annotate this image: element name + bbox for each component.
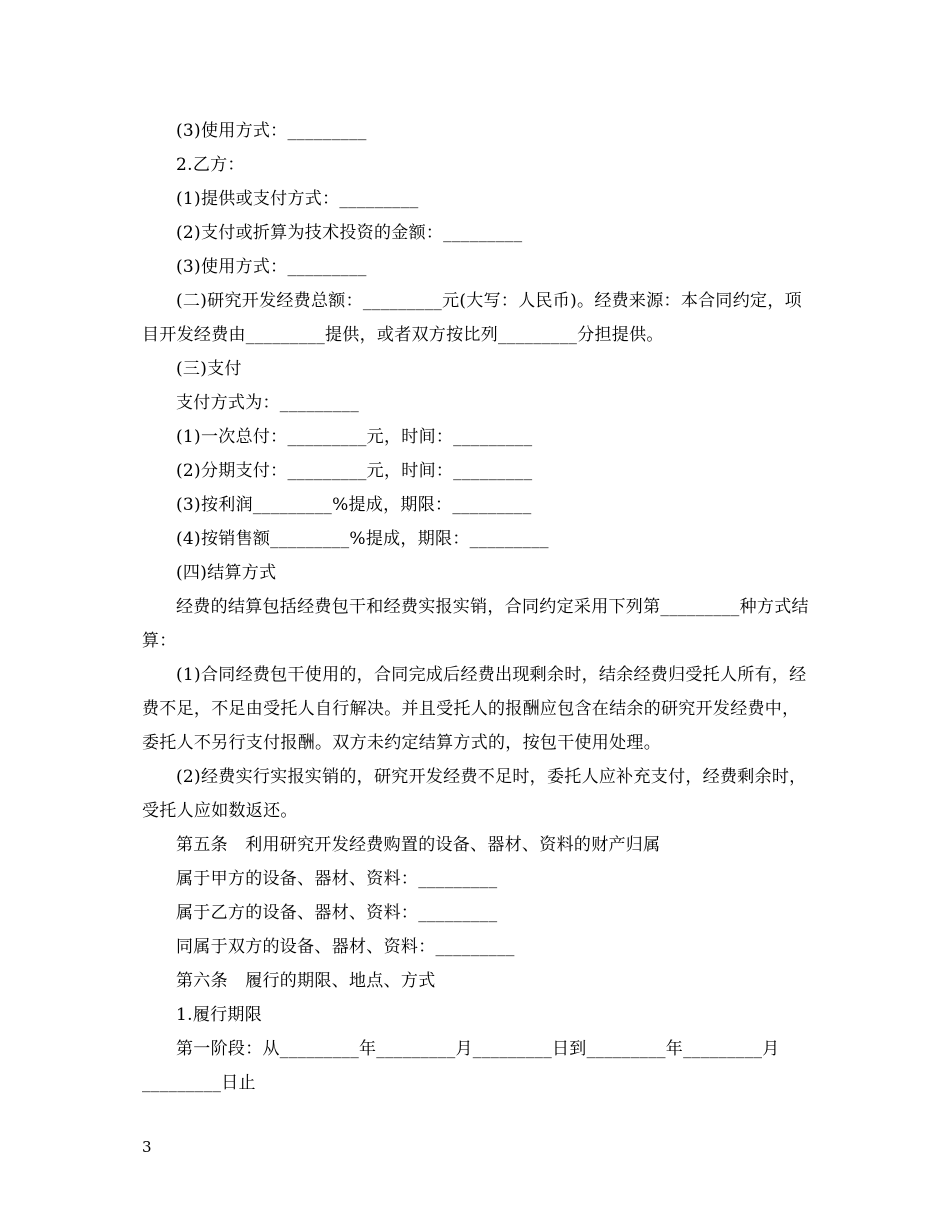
paragraph: 属于乙方的设备、器材、资料：_________ — [176, 903, 498, 923]
paragraph: (3)使用方式：_________ — [176, 257, 367, 277]
paragraph: (1)一次总付：_________元，时间：_________ — [176, 427, 533, 447]
paragraph: 1.履行期限 — [176, 1005, 263, 1025]
paragraph: 经费的结算包括经费包干和经费实报实销，合同约定采用下列第_________种方式结算： — [142, 597, 809, 651]
paragraph: 支付方式为：_________ — [176, 393, 359, 413]
paragraph: 2.乙方： — [176, 155, 245, 175]
paragraph: (2)支付或折算为技术投资的金额：_________ — [176, 223, 523, 243]
paragraph: (4)按销售额_________%提成，期限：_________ — [176, 529, 549, 549]
paragraph: (二)研究开发经费总额：_________元(大写：人民币)。经费来源：本合同约定，项目开发经费由_________提供，或者双方按比列_________分担提供。 — [142, 291, 802, 345]
section-heading: 第六条 履行的期限、地点、方式 — [176, 971, 436, 991]
paragraph: (3)按利润_________%提成，期限：_________ — [176, 495, 532, 515]
paragraph: (三)支付 — [176, 359, 242, 379]
paragraph: (2)分期支付：_________元，时间：_________ — [176, 461, 533, 481]
page-number: 3 — [142, 1138, 152, 1156]
paragraph: (1)提供或支付方式：_________ — [176, 189, 419, 209]
section-heading: 第五条 利用研究开发经费购置的设备、器材、资料的财产归属 — [176, 835, 661, 855]
paragraph: (3)使用方式：_________ — [176, 121, 367, 141]
document-body — [142, 114, 812, 1100]
paragraph: (2)经费实行实报实销的，研究开发经费不足时，委托人应补充支付，经费剩余时，受托人应如数返还。 — [142, 767, 807, 821]
paragraph: 属于甲方的设备、器材、资料：_________ — [176, 869, 498, 889]
paragraph: (1)合同经费包干使用的，合同完成后经费出现剩余时，结余经费归受托人所有，经费不足，不足由受托人自行解决。并且受托人的报酬应包含在结余的研究开发经费中，委托人不另行支付报酬。双方未约定结算方式的，按包干使用处理。 — [142, 665, 807, 753]
paragraph: 第一阶段：从_________年_________月_________日到_________年_________月_________日止 — [142, 1039, 780, 1093]
paragraph: (四)结算方式 — [176, 563, 277, 583]
paragraph: 同属于双方的设备、器材、资料：_________ — [176, 937, 515, 957]
